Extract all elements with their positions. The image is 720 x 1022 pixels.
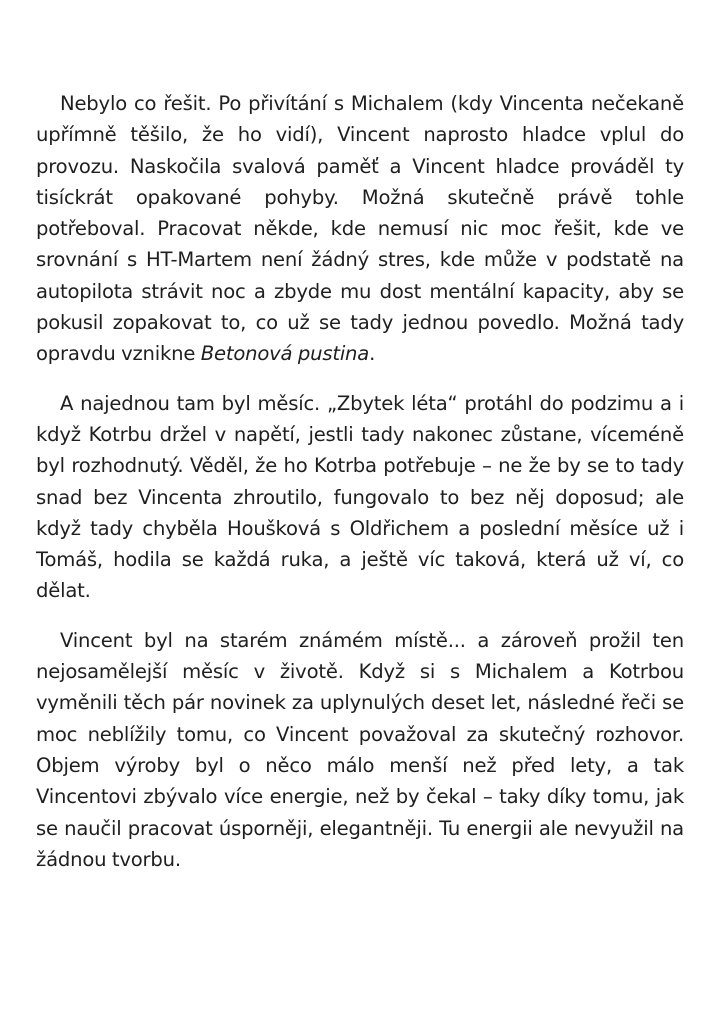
- paragraph-2: A najednou tam byl měsíc. „Zbytek léta“ protáhl do podzimu a i když Kotrbu držel v napětí, jestli tady nakonec zůstane, víceméně byl rozhodnutý. Věděl, že ho Kotrba potřebuje – ne že by se to tady snad bez Vincenta zhroutilo, fungovalo to bez něj doposud; ale když tady chyběla Houšková s Oldřichem a poslední měsíce už i Tomáš, hodila se každá ruka, a ještě víc taková, která už ví, co dělat.: [36, 391, 684, 603]
- paragraph-3: Vincent byl na starém známém místě... a zároveň prožil ten nejosamělejší měsíc v životě. Když si s Michalem a Kotrbou vyměnili těch pár novinek za uplynulých deset let, následné řeči se moc neblížily tomu, co Vincent považoval za skutečný rozhovor. Objem výroby byl o něco málo menší než před lety, a tak Vincentovi zbývalo více energie, než by čekal – taky díky tomu, jak se naučil pracovat úsporněji, elegantněji. Tu energii ale nevyužil na žádnou tvorbu.: [36, 628, 684, 871]
- paragraph-1: [36, 88, 684, 370]
- paragraph-1-text: Nebylo co řešit. Po přivítání s Michalem (kdy Vincenta nečekaně upřímně těšilo, že ho vidí), Vincent naprosto hladce vplul do provozu. Naskočila svalová paměť a Vincent hladce prováděl ty tisíckrát opakované pohyby. Možná skutečně právě tohle potřeboval. Pracovat někde, kde nemusí nic moc řešit, kde ve srovnání s HT-Martem není žádný stres, kde může v podstatě na autopilota strávit noc a zbyde mu dost mentální kapacity, aby se pokusil zopakovat to, co už se tady jednou povedlo. Možná tady opravdu vznikne: [36, 92, 684, 366]
- book-title-italic: Betonová pustina: [200, 342, 370, 366]
- paragraph-1-end: .: [369, 342, 376, 366]
